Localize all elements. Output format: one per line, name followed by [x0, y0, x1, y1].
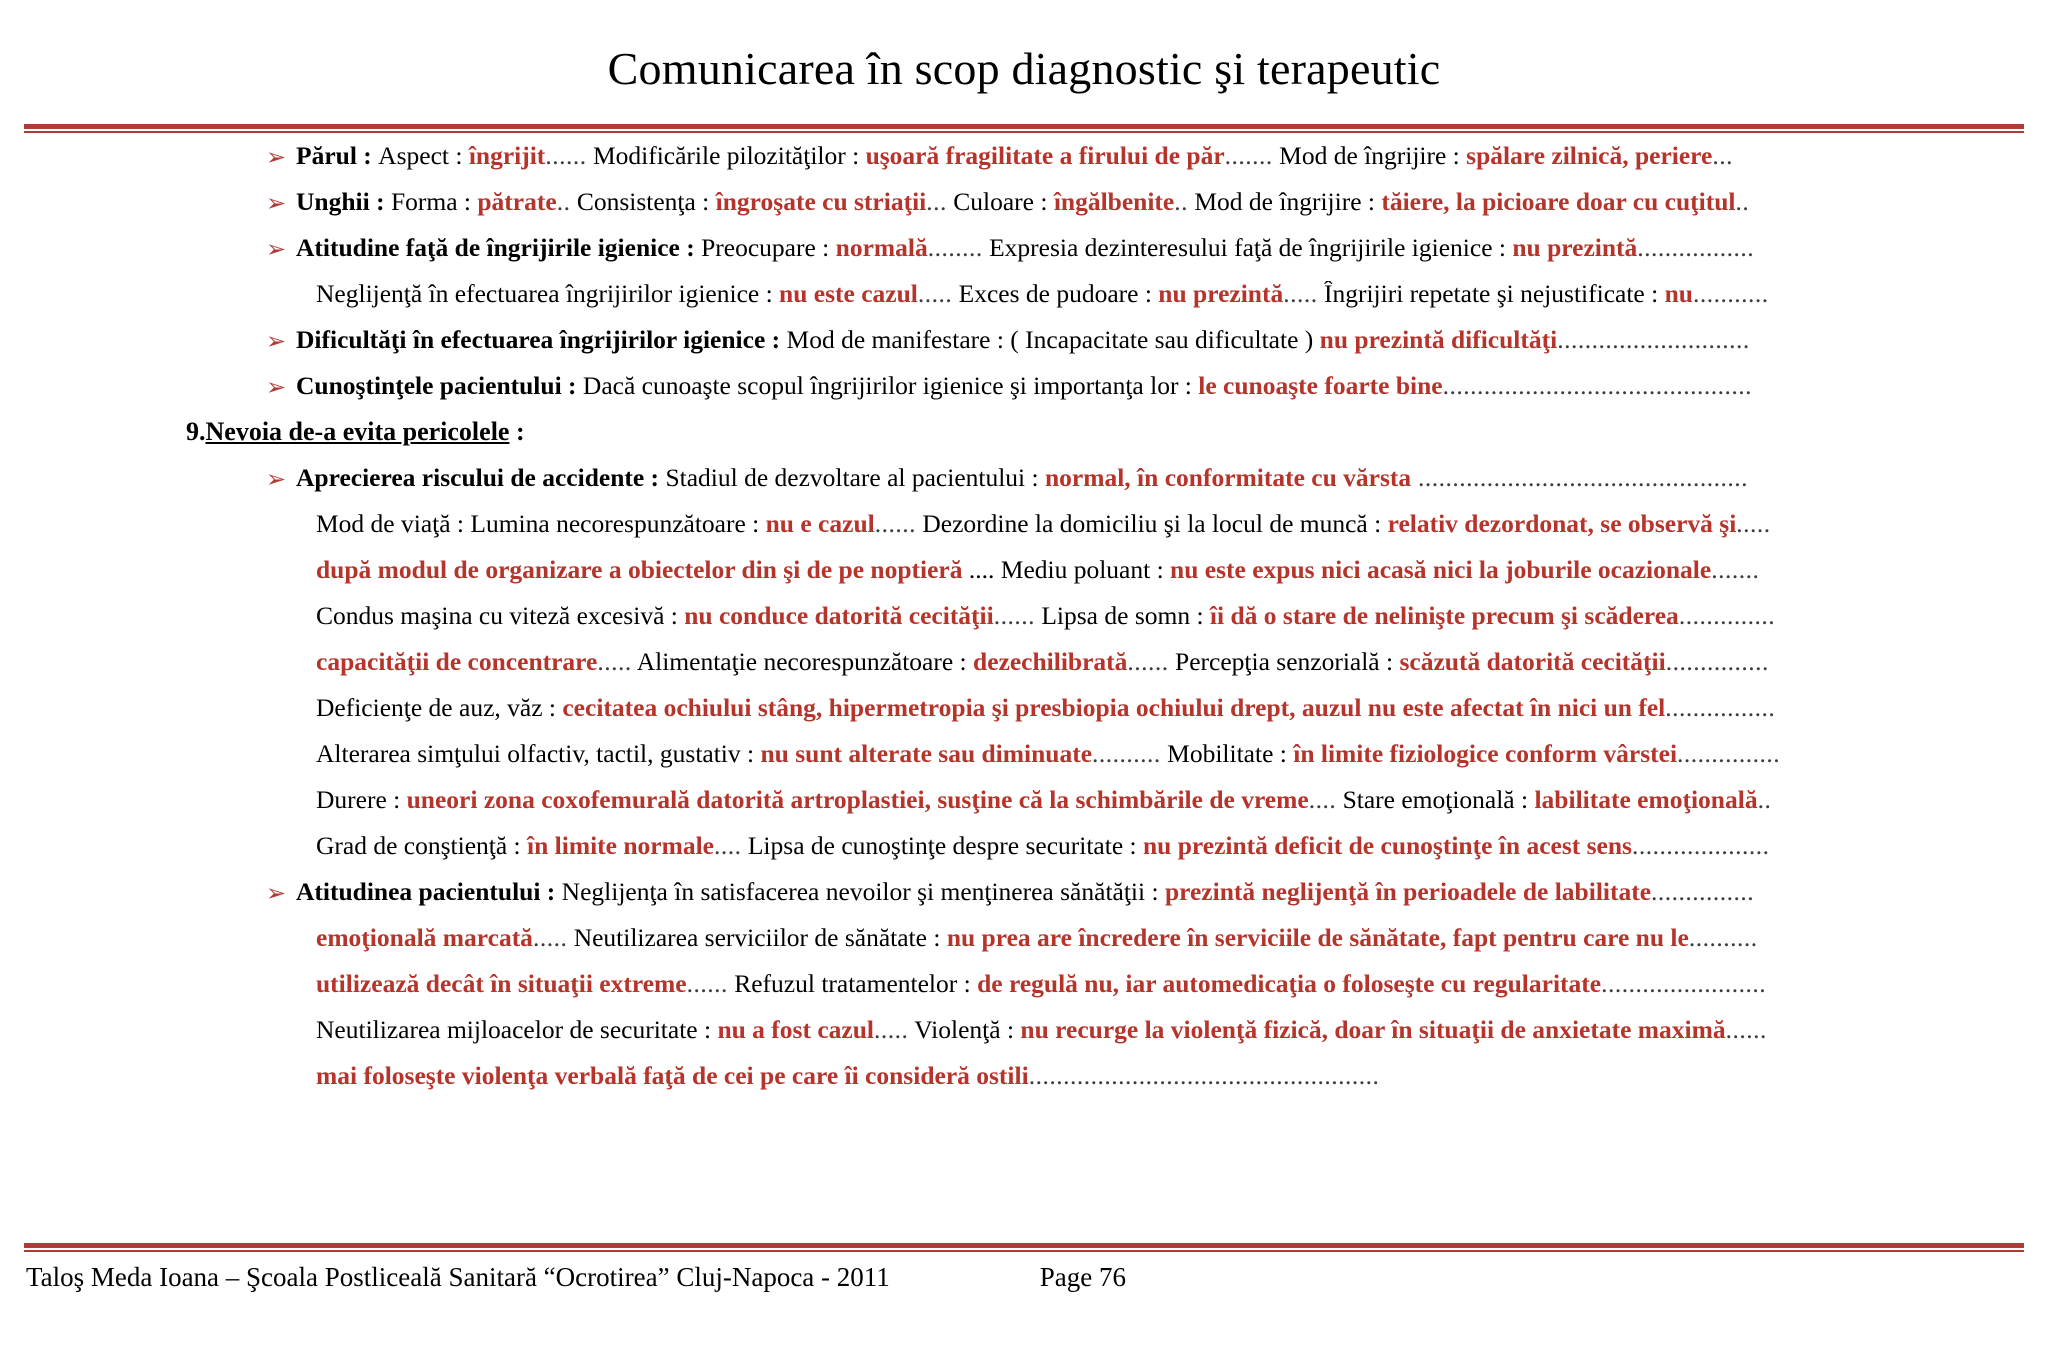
text-run-plain: Neutilizarea mijloacelor de securitate :	[316, 1016, 718, 1044]
text-run-dots: ...	[926, 188, 947, 216]
continuation-line-dupa-modul-organizare	[26, 557, 2022, 603]
text-run-dots: ..	[556, 188, 571, 216]
bullet-line-cunostintele-pacientului	[26, 373, 2022, 419]
line-text	[256, 373, 1752, 399]
text-run-dots: .....	[597, 648, 632, 676]
text-run-plain: Neglijenţa în satisfacerea nevoilor şi menţinerea sănătăţii :	[561, 878, 1165, 906]
line-text	[256, 235, 1754, 261]
continuation-line-neutilizarea-mijloacelor	[26, 1017, 2022, 1063]
text-run-dots: ...................................................	[1028, 1062, 1380, 1090]
text-run-dots: .....	[1283, 280, 1318, 308]
text-run-plain: Culoare :	[946, 188, 1054, 216]
text-run-bold: Dificultăţi în efectuarea îngrijirilor igienice :	[296, 326, 787, 354]
text-run-dots: ..	[1174, 188, 1188, 216]
text-run-plain: Mod de îngrijire :	[1188, 188, 1382, 216]
continuation-line-durere	[26, 787, 2022, 833]
text-run-plain: Mod de viaţă : Lumina necorespunzătoare :	[316, 510, 766, 538]
text-run-red: spălare zilnică, periere	[1466, 142, 1713, 170]
text-run-red: emoţională marcată	[316, 924, 533, 952]
text-run-dots: .....	[1736, 510, 1771, 538]
text-run-dots: .....	[874, 1016, 909, 1044]
line-text	[316, 741, 1780, 768]
text-run-red: capacităţii de concentrare	[316, 648, 598, 676]
text-run-plain: Deficienţe de auz, văz :	[316, 694, 563, 722]
text-run-red: îngrijit	[468, 142, 546, 170]
text-run-plain: Dezordine la domiciliu şi la locul de muncă :	[915, 510, 1388, 538]
text-run-red: tăiere, la picioare doar cu cuţitul	[1381, 188, 1736, 216]
text-run-dots: ..........	[1092, 740, 1161, 768]
text-run-red: relativ dezordonat, se observă şi	[1387, 510, 1737, 538]
text-run-plain: Alimentaţie necorespunzătoare :	[631, 648, 974, 676]
text-run-red: după modul de organizare a obiectelor din şi de pe noptieră	[316, 556, 963, 584]
text-run-dots: ......	[686, 970, 728, 998]
text-run-dots: ..	[1735, 188, 1750, 216]
text-run-plain: Durere :	[316, 786, 407, 814]
text-run-dots: ....................	[1631, 832, 1770, 860]
line-text	[316, 603, 1775, 630]
text-run-red: în limite fiziologice conform vârstei	[1293, 740, 1678, 768]
text-run-plain: Preocupare :	[701, 234, 836, 262]
text-run-dots: ........	[927, 234, 983, 262]
text-run-dots: ............................	[1557, 326, 1750, 354]
text-run-plain: Neutilizarea serviciilor de sănătate :	[567, 924, 947, 952]
continuation-line-mod-de-viata	[26, 511, 2022, 557]
section-colon: :	[509, 418, 525, 446]
text-run-red: mai foloseşte violenţa verbală faţă de cei pe care îi consideră ostili	[316, 1062, 1029, 1090]
line-text	[316, 1017, 1767, 1044]
text-run-dots: ......	[1127, 648, 1169, 676]
text-run-bold: Cunoştinţele pacientului :	[296, 372, 583, 400]
text-run-red: normal, în conformitate cu vărsta	[1044, 464, 1412, 492]
text-run-dots: .......	[1224, 142, 1273, 170]
text-run-plain: Mod de manifestare : ( Incapacitate sau dificultate )	[786, 326, 1320, 354]
text-run-red: uneori zona coxofemurală datorită artroplastiei, susţine că la schimbările de vreme	[406, 786, 1309, 814]
section-heading-section-9	[26, 419, 2022, 465]
bullet-line-atitudinea-pacientului	[26, 879, 2022, 925]
continuation-line-emotionala-marcata	[26, 925, 2022, 971]
text-run-dots: ...	[1712, 142, 1733, 170]
line-text	[256, 189, 1749, 215]
text-run-dots: .................	[1637, 234, 1755, 262]
text-run-plain: Violenţă :	[908, 1016, 1021, 1044]
slide-page	[0, 31, 2048, 1351]
text-run-red: nu prezintă dificultăţi	[1319, 326, 1558, 354]
text-run-bold: Atitudinea pacientului :	[296, 878, 562, 906]
text-run-dots: ..............	[1678, 602, 1776, 630]
bullet-line-aprecierea-riscului	[26, 465, 2022, 511]
text-run-plain: Stadiul de dezvoltare al pacientului :	[665, 464, 1045, 492]
arrow-bullet-icon: ➢	[266, 464, 287, 493]
bullet-line-parul	[26, 143, 2022, 189]
text-run-plain: Dacă cunoaşte scopul îngrijirilor igienice şi importanţa lor :	[582, 372, 1199, 400]
bullet-line-atitudine-igienice	[26, 235, 2022, 281]
text-run-red: nu prezintă deficit de cunoştinţe în acest sens	[1142, 832, 1632, 860]
line-text	[316, 281, 1769, 308]
text-run-dots: ..........	[1688, 924, 1758, 952]
text-run-plain: Condus maşina cu viteză excesivă :	[316, 602, 685, 630]
text-run-dots: .....	[917, 280, 953, 308]
continuation-line-capacitatii-concentrare	[26, 649, 2022, 695]
footer-page-number: Page 76	[1039, 1261, 1127, 1292]
line-text	[316, 511, 1771, 538]
text-run-red: îngroşate cu striaţii	[715, 188, 927, 216]
text-run-plain: Exces de pudoare :	[952, 280, 1159, 308]
text-run-plain: Refuzul tratamentelor :	[727, 970, 978, 998]
line-text	[316, 649, 1769, 676]
text-run-dots: ......	[1725, 1016, 1767, 1044]
text-run-red: labilitate emoţională	[1534, 786, 1758, 814]
text-run-plain: Stare emoţională :	[1336, 786, 1535, 814]
text-run-red: îi dă o stare de nelinişte precum şi scăderea	[1209, 602, 1679, 630]
text-run-dots: ........................	[1601, 970, 1767, 998]
text-run-plain: Lipsa de somn :	[1034, 602, 1210, 630]
continuation-line-condus-masina	[26, 603, 2022, 649]
text-run-dots: ................................................	[1411, 464, 1748, 492]
text-run-dots: ...........	[1692, 280, 1769, 308]
text-run-red: cecitatea ochiului stâng, hipermetropia şi presbiopia ochiului drept, auzul nu este afectat în nici un fel	[562, 694, 1666, 722]
text-run-plain: Lipsa de cunoştinţe despre securitate :	[741, 832, 1143, 860]
line-text	[316, 925, 1758, 952]
text-run-red: nu sunt alterate sau diminuate	[760, 740, 1093, 768]
text-run-dots: ..	[1757, 786, 1772, 814]
text-run-dots: ...............	[1677, 740, 1781, 768]
line-text	[256, 327, 1750, 353]
text-run-plain: Mod de îngrijire :	[1272, 142, 1467, 170]
text-run-red: uşoară fragilitate a firului de păr	[865, 142, 1225, 170]
text-run-dots: ...............	[1665, 648, 1769, 676]
text-run-plain: Forma :	[390, 188, 478, 216]
text-run-plain: Îngrijiri repetate şi nejustificate :	[1317, 280, 1665, 308]
text-run-red: nu este expus nici acasă nici la joburile ocazionale	[1170, 556, 1712, 584]
text-run-plain: Aspect :	[378, 142, 469, 170]
text-run-red: prezintă neglijenţă în perioadele de labilitate	[1164, 878, 1652, 906]
section-title: Nevoia de-a evita pericolele	[205, 418, 510, 446]
text-run-red: de regulă nu, iar automedicaţia o foloseşte cu regularitate	[977, 970, 1602, 998]
text-run-red: nu prezintă	[1512, 234, 1638, 262]
text-run-bold: Unghii :	[296, 188, 391, 216]
text-run-red: nu este cazul	[779, 280, 918, 308]
text-run-plain: Neglijenţă în efectuarea îngrijirilor igienice :	[316, 280, 780, 308]
text-run-dots: ......	[993, 602, 1035, 630]
text-run-plain: .... Mediu poluant :	[962, 556, 1171, 584]
text-run-dots: ....	[1308, 786, 1337, 814]
text-run-bold: Atitudine faţă de îngrijirile igienice :	[296, 234, 702, 262]
arrow-bullet-icon: ➢	[266, 188, 287, 217]
text-run-plain: Mobilitate :	[1160, 740, 1294, 768]
text-run-red: normală	[835, 234, 928, 262]
continuation-line-alterarea-simtului	[26, 741, 2022, 787]
text-run-dots: .............................................	[1442, 372, 1752, 400]
line-text	[316, 695, 1775, 722]
continuation-line-grad-constienta	[26, 833, 2022, 879]
text-run-dots: ...............	[1651, 878, 1755, 906]
text-run-plain: Expresia dezinteresului faţă de îngrijirile igienice :	[982, 234, 1513, 262]
page-footer	[0, 1243, 2048, 1293]
text-run-dots: ......	[874, 510, 916, 538]
page-title: Comunicarea în scop diagnostic şi terapeutic	[607, 42, 1441, 94]
text-run-plain: Consistenţa :	[570, 188, 716, 216]
text-run-red: nu prezintă	[1158, 280, 1284, 308]
text-run-red: nu e cazul	[765, 510, 875, 538]
text-run-dots: ......	[545, 142, 587, 170]
line-text	[316, 833, 1769, 860]
text-run-bold: Părul :	[296, 142, 379, 170]
footer-author: Taloş Meda Ioana – Şcoala Postliceală Sanitară “Ocrotirea” Cluj-Napoca - 2011	[26, 1261, 890, 1292]
text-run-red: pătrate	[477, 188, 557, 216]
line-text	[256, 465, 1748, 491]
text-run-red: nu a fost cazul	[717, 1016, 874, 1044]
text-run-red: nu recurge la violenţă fizică, doar în situaţii de anxietate maximă	[1020, 1016, 1726, 1044]
header-divider	[24, 124, 2024, 133]
bullet-line-dificultati-igienice	[26, 327, 2022, 373]
line-text	[256, 879, 1754, 905]
text-run-plain: Percepţia senzorială :	[1168, 648, 1400, 676]
line-text	[316, 971, 1766, 998]
section-number: 9.	[186, 418, 206, 446]
section-heading-text	[186, 419, 525, 446]
continuation-line-utilizeaza-situatii-extreme	[26, 971, 2022, 1017]
continuation-line-deficiente-auz-vaz	[26, 695, 2022, 741]
text-run-red: utilizează decât în situaţii extreme	[316, 970, 687, 998]
text-run-dots: .....	[532, 924, 568, 952]
text-run-red: le cunoaşte foarte bine	[1198, 372, 1443, 400]
text-run-dots: ....	[713, 832, 742, 860]
text-run-red: nu prea are încredere în serviciile de sănătate, fapt pentru care nu le	[946, 924, 1689, 952]
text-run-red: în limite normale	[527, 832, 714, 860]
text-run-dots: ................	[1665, 694, 1776, 722]
arrow-bullet-icon: ➢	[266, 372, 287, 401]
text-run-red: dezechilibrată	[973, 648, 1128, 676]
arrow-bullet-icon: ➢	[266, 234, 287, 263]
text-run-dots: .......	[1711, 556, 1760, 584]
arrow-bullet-icon: ➢	[266, 142, 287, 171]
text-run-red: nu conduce datorită cecităţii	[684, 602, 994, 630]
text-run-plain: Alterarea simţului olfactiv, tactil, gustativ :	[316, 740, 761, 768]
text-run-plain: Grad de conştienţă :	[316, 832, 528, 860]
footer-divider	[24, 1243, 2024, 1252]
continuation-line-mai-foloseste-violenta	[26, 1063, 2022, 1109]
line-text	[316, 1063, 1379, 1090]
line-text	[316, 557, 1759, 584]
text-run-red: nu	[1664, 280, 1693, 308]
arrow-bullet-icon: ➢	[266, 878, 287, 907]
bullet-line-unghii	[26, 189, 2022, 235]
text-run-plain: Modificările pilozităţilor :	[586, 142, 866, 170]
document-body	[0, 133, 2048, 1109]
continuation-line-neglijenta-igienice	[26, 281, 2022, 327]
line-text	[256, 143, 1733, 169]
text-run-red: îngălbenite	[1053, 188, 1175, 216]
text-run-red: scăzută datorită cecităţii	[1399, 648, 1666, 676]
text-run-bold: Aprecierea riscului de accidente :	[296, 464, 666, 492]
arrow-bullet-icon: ➢	[266, 326, 287, 355]
line-text	[316, 787, 1771, 814]
